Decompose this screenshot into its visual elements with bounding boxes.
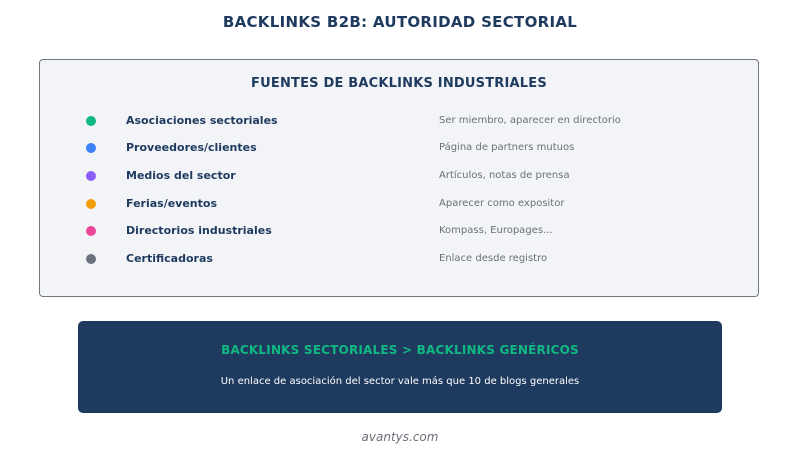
source-dot-icon (86, 143, 96, 153)
source-description: Ser miembro, aparecer en directorio (439, 115, 621, 126)
source-list (40, 60, 758, 296)
source-description: Kompass, Europages... (439, 225, 553, 236)
source-dot-icon (86, 171, 96, 181)
list-item (40, 140, 758, 156)
source-description: Aparecer como expositor (439, 198, 565, 209)
source-description: Enlace desde registro (439, 253, 548, 264)
list-item (40, 251, 758, 267)
list-item (40, 168, 758, 184)
list-item (40, 223, 758, 239)
source-name: Asociaciones sectoriales (126, 114, 278, 127)
source-description: Artículos, notas de prensa (439, 170, 570, 181)
source-dot-icon (86, 226, 96, 236)
banner-text: Un enlace de asociación del sector vale más que 10 de blogs generales (220, 376, 580, 387)
sources-card (39, 59, 759, 297)
footer-brand: avantys.com (361, 430, 439, 444)
banner-heading: BACKLINKS SECTORIALES > BACKLINKS GENÉRICOS (221, 343, 579, 357)
source-dot-icon (86, 116, 96, 126)
source-name: Ferias/eventos (126, 197, 217, 210)
source-name: Certificadoras (126, 252, 213, 265)
card-title: FUENTES DE BACKLINKS INDUSTRIALES (251, 76, 547, 91)
key-insight-banner (78, 321, 722, 413)
source-name: Medios del sector (126, 169, 236, 182)
list-item (40, 196, 758, 212)
source-dot-icon (86, 254, 96, 264)
page-title: BACKLINKS B2B: AUTORIDAD SECTORIAL (222, 13, 578, 31)
list-item (40, 113, 758, 129)
source-description: Página de partners mutuos (439, 142, 575, 153)
source-name: Directorios industriales (126, 224, 272, 237)
source-dot-icon (86, 199, 96, 209)
source-name: Proveedores/clientes (126, 141, 257, 154)
